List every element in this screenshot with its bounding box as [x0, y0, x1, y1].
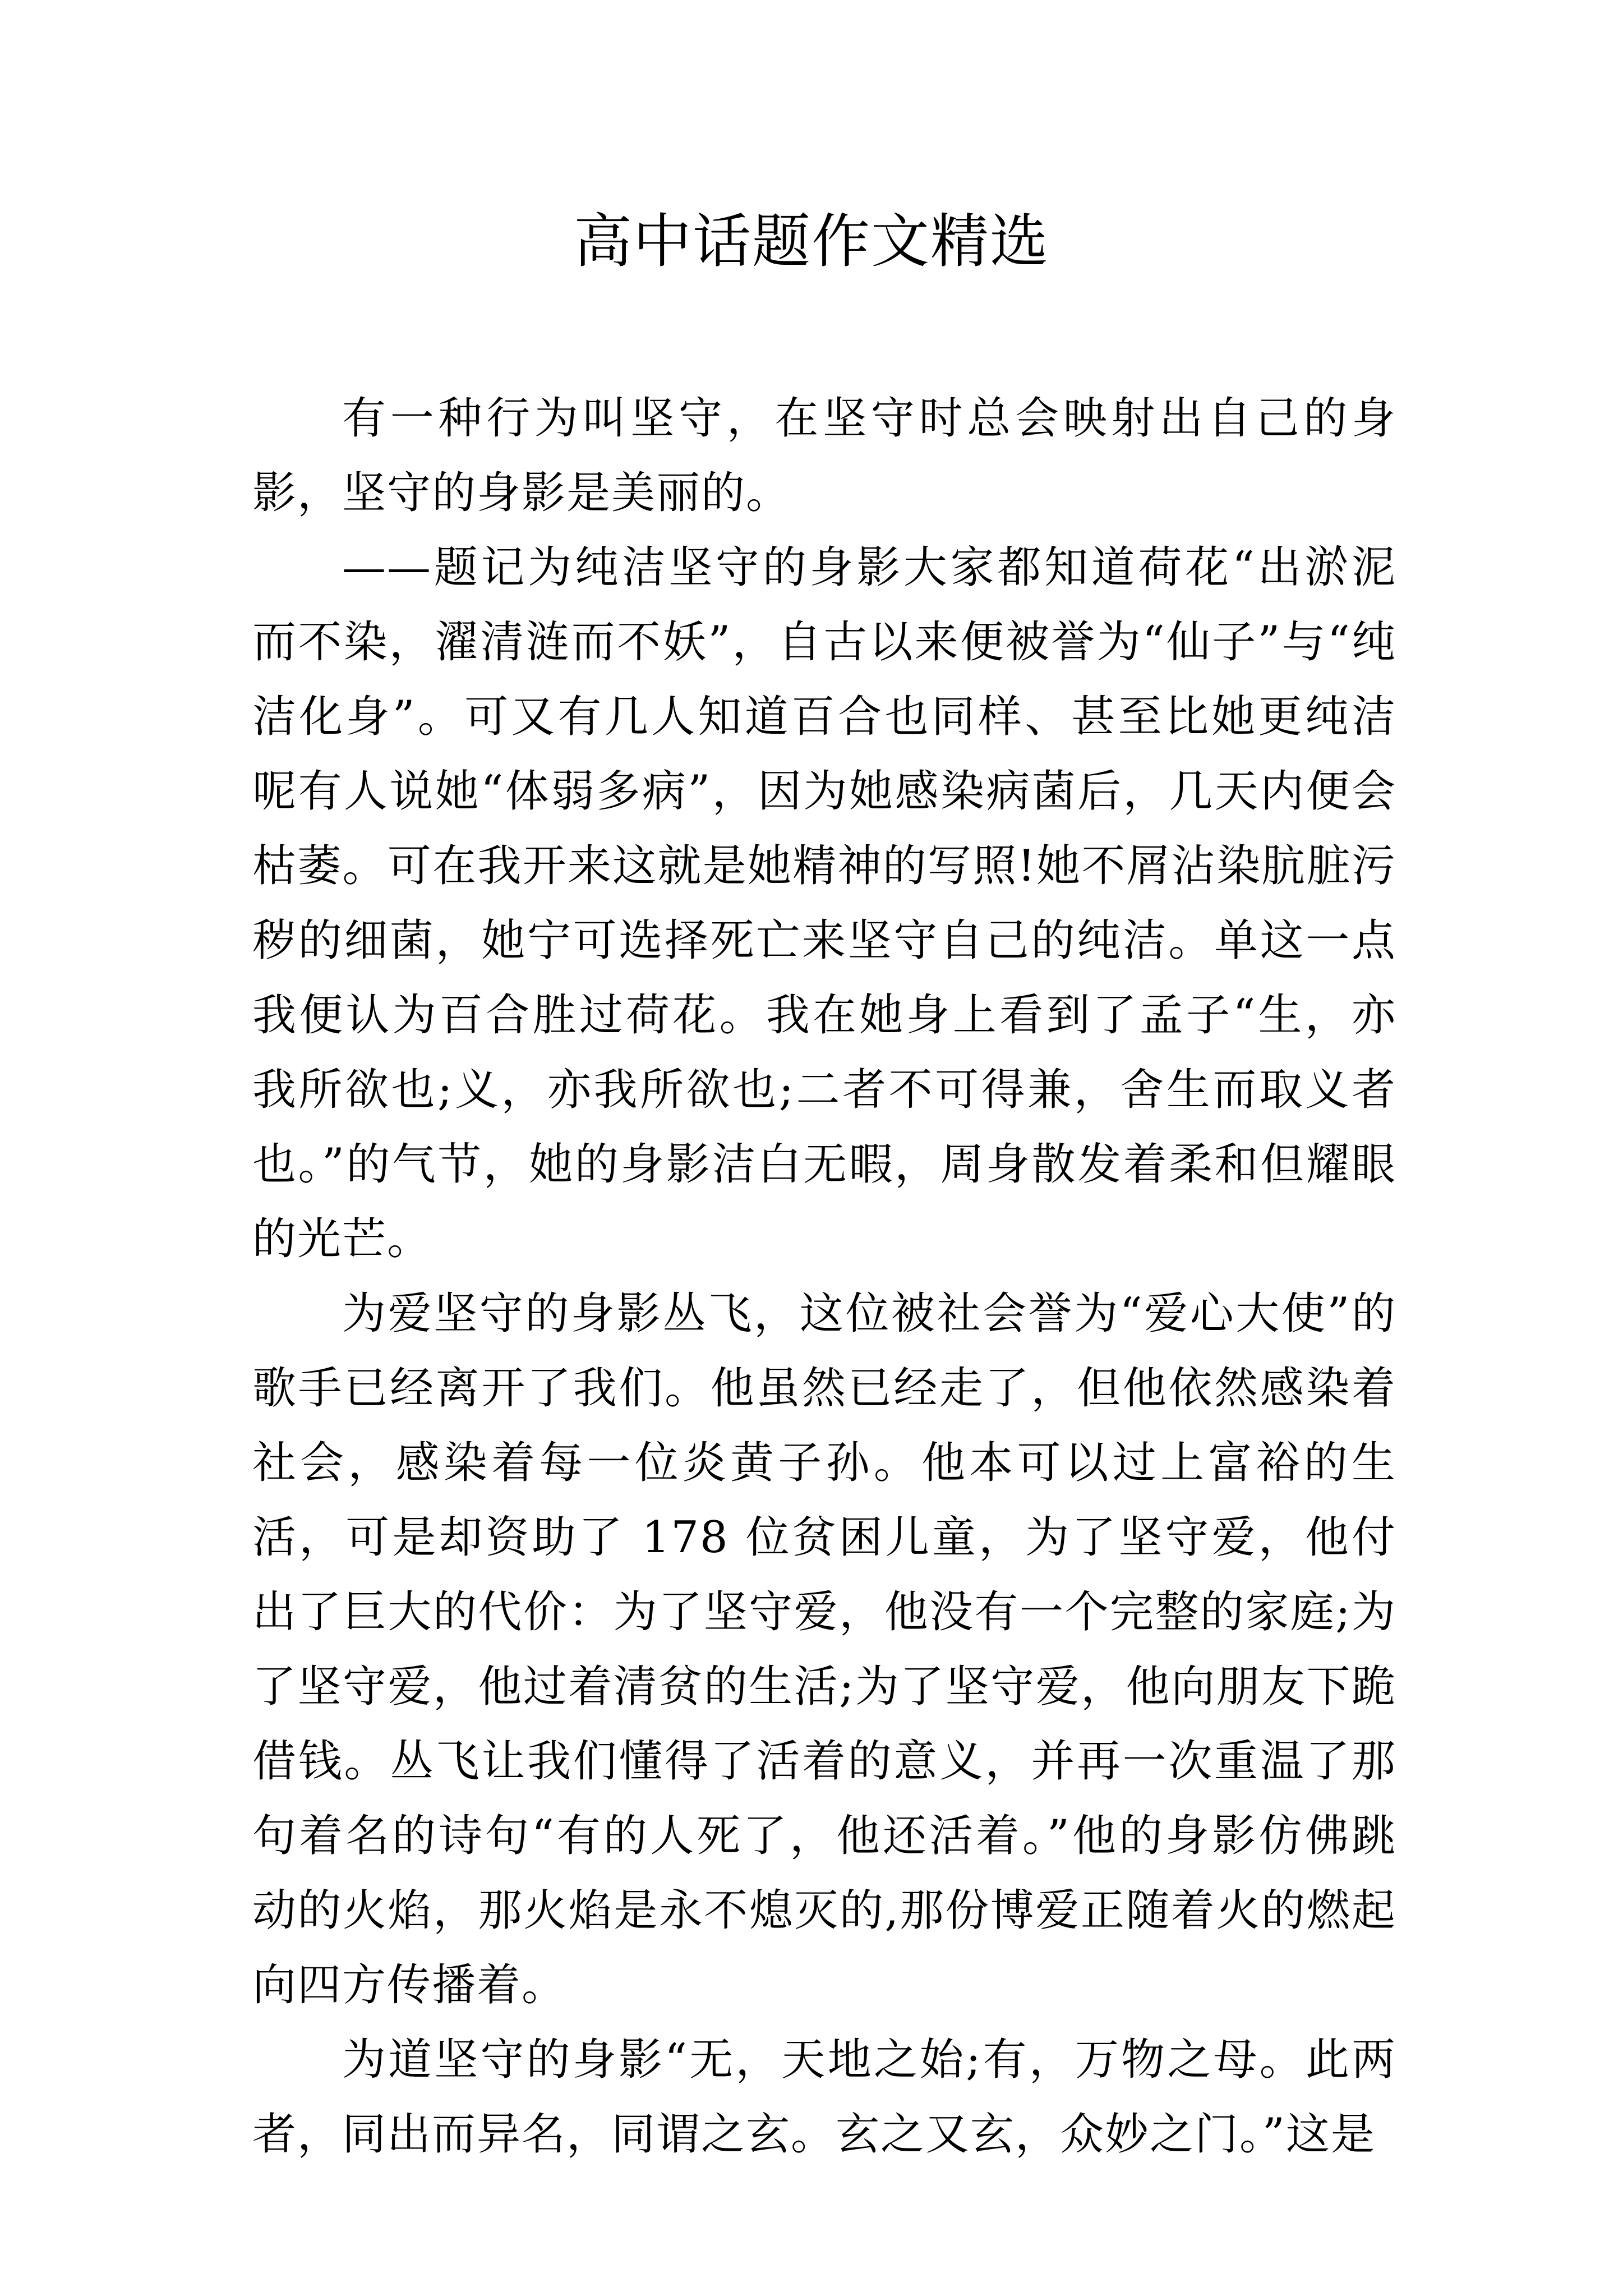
- document-title: 高中话题作文精选: [573, 207, 1049, 275]
- paragraph-love: 为爱坚守的身影丛飞，这位被社会誉为“爱心大使”的歌手已经离开了我们。他虽然已经走了，但他依然感染着社会，感染着每一位炎黄子孙。他本可以过上富裕的生活，可是却资助了 178 位贫困儿童，为了坚守爱，他付出了巨大的代价：为了坚守爱，他没有一个完整的家庭;为了坚守爱，他过着清贫的生活;为了坚守爱，他向朋友下跪借钱。丛飞让我们懂得了活着的意义，并再一次重温了那句着名的诗句“有的人死了，他还活着。”他的身影仿佛跳动的火焰，那火焰是永不熄灭的,那份博爱正随着火的燃起向四方传播着。: [252, 1289, 1396, 2010]
- paragraph-purity: ——题记为纯洁坚守的身影大家都知道荷花“出淤泥而不染，濯清涟而不妖”，自古以来便被誉为“仙子”与“纯洁化身”。可又有几人知道百合也同样、甚至比她更纯洁呢有人说她“体弱多病”，因为她感染病菌后，几天内便会枯萎。可在我开来这就是她精神的写照!她不屑沾染肮脏污秽的细菌，她宁可选择死亡来坚守自己的纯洁。单这一点我便认为百合胜过荷花。我在她身上看到了孟子“生，亦我所欲也;义，亦我所欲也;二者不可得兼，舍生而取义者也。”的气节，她的身影洁白无暇，周身散发着柔和但耀眼的光芒。: [252, 542, 1396, 1264]
- paragraph-intro: 有一种行为叫坚守，在坚守时总会映射出自己的身影，坚守的身影是美丽的。: [252, 393, 1396, 518]
- paragraph-dao: 为道坚守的身影“无，天地之始;有，万物之母。此两者，同出而异名，同谓之玄。玄之又玄，众妙之门。”这是: [252, 2035, 1396, 2160]
- document-body: [252, 381, 1396, 2172]
